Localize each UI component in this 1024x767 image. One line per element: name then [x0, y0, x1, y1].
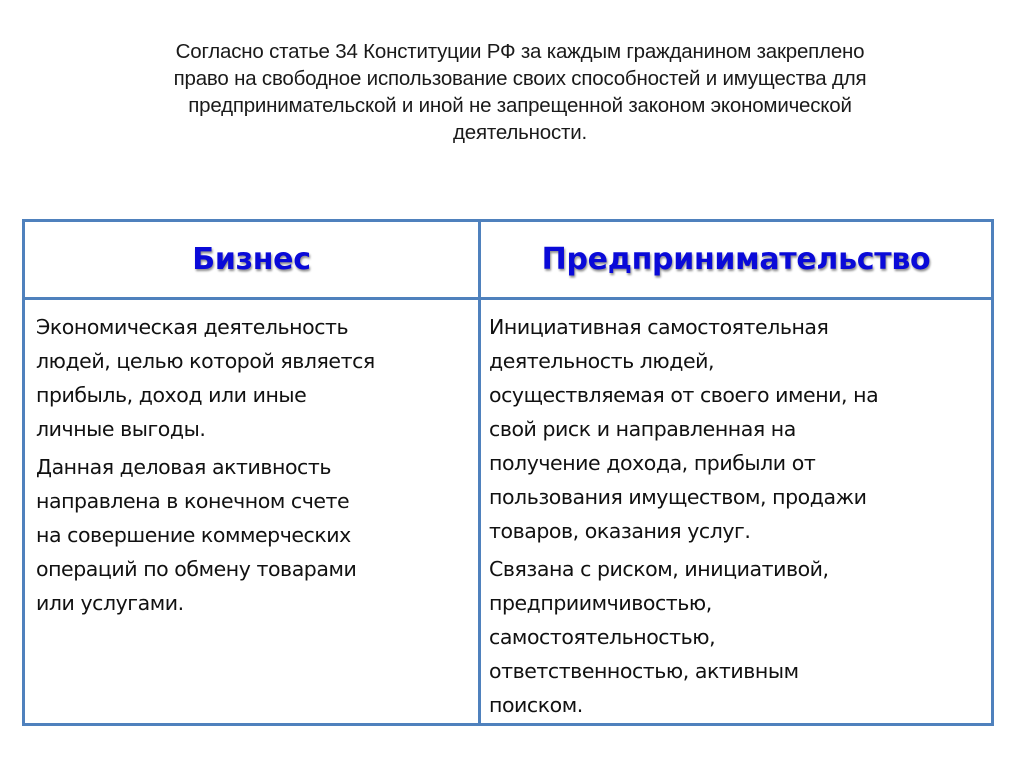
- business-definition-cell: [36, 310, 476, 624]
- entrepreneurship-paragraph-1: [489, 310, 989, 548]
- text-line: деятельность людей,: [489, 349, 715, 373]
- text-line: Связана с риском, инициативой,: [489, 557, 829, 581]
- text-line: поиском.: [489, 693, 583, 717]
- column-header-business: Бизнес: [192, 242, 311, 277]
- text-line: свой риск и направленная на: [489, 417, 796, 441]
- column-header-entrepreneurship: Предпринимательство: [541, 242, 931, 277]
- comparison-table: [22, 219, 994, 726]
- text-line: самостоятельностью,: [489, 625, 716, 649]
- text-line: на совершение коммерческих: [36, 523, 351, 547]
- entrepreneurship-definition-cell: [489, 310, 989, 726]
- intro-line: деятельности.: [453, 121, 587, 144]
- text-line: или услугами.: [36, 591, 184, 615]
- text-line: личные выгоды.: [36, 417, 206, 441]
- intro-line: Согласно статье 34 Конституции РФ за каждым гражданином закреплено: [175, 40, 865, 63]
- text-line: осуществляемая от своего имени, на: [489, 383, 879, 407]
- text-line: прибыль, доход или иные: [36, 383, 307, 407]
- business-paragraph-2: [36, 450, 476, 620]
- text-line: людей, целью которой является: [36, 349, 375, 373]
- text-line: Инициативная самостоятельная: [489, 315, 829, 339]
- entrepreneurship-paragraph-2: [489, 552, 989, 722]
- text-line: предприимчивостью,: [489, 591, 712, 615]
- intro-text: [120, 38, 920, 146]
- text-line: получение дохода, прибыли от: [489, 451, 816, 475]
- business-paragraph-1: [36, 310, 476, 446]
- text-line: Экономическая деятельность: [36, 315, 349, 339]
- text-line: товаров, оказания услуг.: [489, 519, 751, 543]
- text-line: направлена в конечном счете: [36, 489, 350, 513]
- intro-line: право на свободное использование своих способностей и имущества для: [173, 67, 867, 90]
- text-line: пользования имуществом, продажи: [489, 485, 867, 509]
- text-line: операций по обмену товарами: [36, 557, 357, 581]
- text-line: Данная деловая активность: [36, 455, 331, 479]
- text-line: ответственностью, активным: [489, 659, 799, 683]
- header-divider: [25, 297, 991, 300]
- intro-line: предпринимательской и иной не запрещенной законом экономической: [188, 94, 852, 117]
